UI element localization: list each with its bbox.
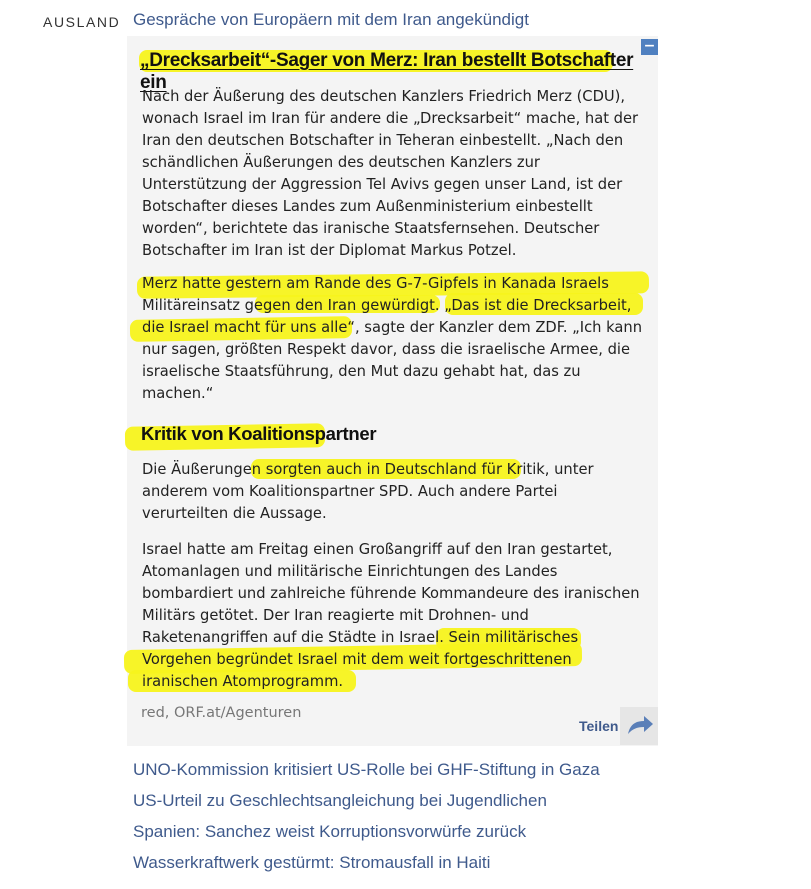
related-link[interactable]: Wasserkraftwerk gestürmt: Stromausfall in Haiti <box>133 853 491 872</box>
share-arrow-icon[interactable] <box>620 707 658 745</box>
related-link[interactable]: Spanien: Sanchez weist Korruptionsvorwürfe zurück <box>133 822 527 841</box>
collapse-button[interactable]: − <box>641 39 658 55</box>
share-button[interactable]: Teilen <box>579 718 619 734</box>
related-link[interactable]: US-Urteil zu Geschlechtsangleichung bei Jugendlichen <box>133 791 547 810</box>
paragraph-2: Merz hatte gestern am Rande des G-7-Gipfels in Kanada Israels Militäreinsatz gegen den Iran gewürdigt. „Das ist die Drecksarbeit, die Israel macht für uns alle“, sagte der Kanzler dem ZDF. „Ich kann nur sagen, größten Respekt davor, dass die israelische Armee, die israelische Staatsführung, den Mut dazu gehabt hat, das zu machen.“ <box>142 275 643 402</box>
section-label: AUSLAND <box>43 14 121 30</box>
paragraph-1: Nach der Äußerung des deutschen Kanzlers Friedrich Merz (CDU), wonach Israel im Iran für andere die „Drecksarbeit“ mache, hat der Iran den deutschen Botschafter in Teheran einbestellt. „Nach den schändlichen Äußerungen des deutschen Kanzlers zur Unterstützung der Aggression Tel Avivs gegen unser Land, ist der Botschafter dieses Landes zum Außenministerium einbestellt worden“, berichtete das iranische Staatsfernsehen. Deutscher Botschafter im Iran ist der Diplomat Markus Potzel. <box>142 88 639 259</box>
paragraph-3: Die Äußerungen sorgten auch in Deutschland für Kritik, unter anderem vom Koalitionspartner SPD. Auch andere Partei verurteilten die Aussage. <box>142 461 594 522</box>
top-story-link[interactable]: Gespräche von Europäern mit dem Iran angekündigt <box>133 10 529 29</box>
related-link[interactable]: UNO-Kommission kritisiert US-Rolle bei GHF-Stiftung in Gaza <box>133 760 600 779</box>
article-panel <box>127 36 658 746</box>
article-subhead: Kritik von Koalitionspartner <box>141 423 377 444</box>
article-headline: „Drecksarbeit“-Sager von Merz: Iran bestellt Botschafter ein <box>140 50 634 93</box>
paragraph-4: Israel hatte am Freitag einen Großangriff auf den Iran gestartet, Atomanlagen und militärische Einrichtungen des Landes bombardiert und zahlreiche führende Kommandeure des iranischen Militärs getötet. Der Iran reagierte mit Drohnen- und Raketenangriffen auf die Städte in Israel. Sein militärisches Vorgehen begründet Israel mit dem weit fortgeschrittenen iranischen Atomprogramm. <box>142 541 640 690</box>
article-source: red, ORF.at/Agenturen <box>141 705 302 721</box>
